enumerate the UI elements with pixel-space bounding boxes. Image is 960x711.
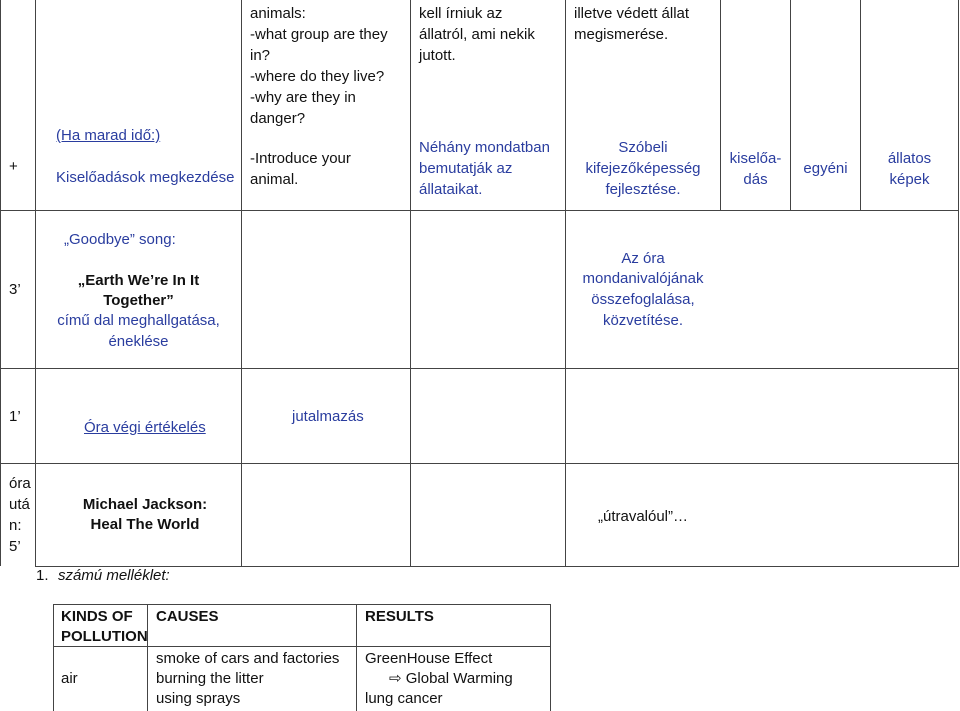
pollution-table-border-left [53, 604, 54, 711]
table-col-divider-3 [410, 0, 411, 566]
row1-optional-note: (Ha marad idő:) [56, 127, 161, 144]
row4-time-line: n: [9, 517, 22, 534]
row2-goal-line: Az óra [621, 250, 665, 267]
pollution-kind-cell: air [61, 670, 78, 687]
pollution-result-line: ⇨ Global Warming [389, 670, 513, 687]
row2-song-label: „Goodbye” song: [64, 231, 176, 248]
row1-question-line: danger? [250, 110, 306, 127]
row2-goal-line: összefoglalása, [591, 291, 695, 308]
row4-time-line: utá [9, 496, 30, 513]
row4-time-line: óra [9, 475, 31, 492]
row1-student-task-line: állataikat. [419, 181, 483, 198]
pollution-header-kinds-line: KINDS OF [61, 608, 133, 625]
pollution-cause-line: using sprays [156, 690, 241, 707]
row1-question-line: animals: [250, 5, 306, 22]
row1-question-line: in? [250, 47, 271, 64]
row1-goal-line: illetve védett állat [574, 5, 690, 22]
row1-activity-title: Kiselőadások megkezdése [56, 169, 235, 186]
row1-student-task-line: jutott. [419, 47, 456, 64]
row2-goal-line: mondanivalójának [582, 270, 704, 287]
row3-reward: jutalmazás [292, 408, 364, 425]
row1-tools-line: állatos [887, 150, 932, 167]
row2-song-title-line: „Earth We’re In It [77, 272, 200, 289]
pollution-table-top-border [53, 604, 551, 605]
row4-song-line: Heal The World [90, 516, 200, 533]
row1-work-form: egyéni [803, 160, 848, 177]
table-col-divider-2 [241, 0, 242, 566]
row2-activity-line: éneklése [108, 333, 169, 350]
row2-song-title-line: Together” [103, 292, 174, 309]
table-border-right [958, 0, 959, 566]
row2-time: 3’ [9, 281, 21, 298]
row1-instruction-line: animal. [250, 171, 299, 188]
row1-tools-line: képek [889, 171, 930, 188]
appendix-number: 1. [36, 567, 49, 584]
pollution-table-col-divider-2 [356, 604, 357, 711]
pollution-table-border-right [550, 604, 551, 711]
table-bottom-border [35, 566, 959, 567]
row1-method-line: dás [743, 171, 768, 188]
row1-goal-line: kifejezőképesség [585, 160, 701, 177]
table-border-left [0, 0, 1, 566]
row4-farewell: „útravalóul”… [597, 508, 689, 525]
row2-goal-line: közvetítése. [602, 312, 684, 329]
row1-instruction-line: -Introduce your [250, 150, 351, 167]
pollution-table-col-divider-1 [147, 604, 148, 711]
row1-question-line: -where do they live? [250, 68, 385, 85]
pollution-result-line: lung cancer [365, 690, 443, 707]
table-row-divider-1 [0, 210, 959, 211]
row1-goal-line: fejlesztése. [605, 181, 681, 198]
pollution-header-kinds-line: POLLUTION [61, 628, 148, 645]
row1-student-task-line: kell írniuk az [419, 5, 503, 22]
row1-student-task-line: bemutatják az [419, 160, 513, 177]
row1-plus-marker: + [9, 158, 18, 175]
row4-song-line: Michael Jackson: [82, 496, 208, 513]
table-row-divider-3 [0, 463, 959, 464]
appendix-title: számú melléklet: [58, 567, 170, 584]
pollution-cause-line: burning the litter [156, 670, 264, 687]
pollution-result-line: GreenHouse Effect [365, 650, 493, 667]
row1-method-line: kiselőa- [729, 150, 782, 167]
row4-time-line: 5’ [9, 538, 21, 555]
row2-activity-line: című dal meghallgatása, [57, 312, 220, 329]
row3-activity: Óra végi értékelés [84, 419, 206, 436]
row1-goal-line: Szóbeli [618, 139, 668, 156]
pollution-header-results: RESULTS [365, 608, 434, 625]
row1-goal-line: megismerése. [574, 26, 669, 43]
row1-question-line: -why are they in [250, 89, 356, 106]
table-row-divider-2 [0, 368, 959, 369]
pollution-cause-line: smoke of cars and factories [156, 650, 340, 667]
row1-student-task-line: Néhány mondatban [419, 139, 550, 156]
row3-time: 1’ [9, 408, 21, 425]
row1-question-line: -what group are they [250, 26, 388, 43]
row1-student-task-line: állatról, ami nekik [419, 26, 535, 43]
pollution-header-causes: CAUSES [156, 608, 219, 625]
